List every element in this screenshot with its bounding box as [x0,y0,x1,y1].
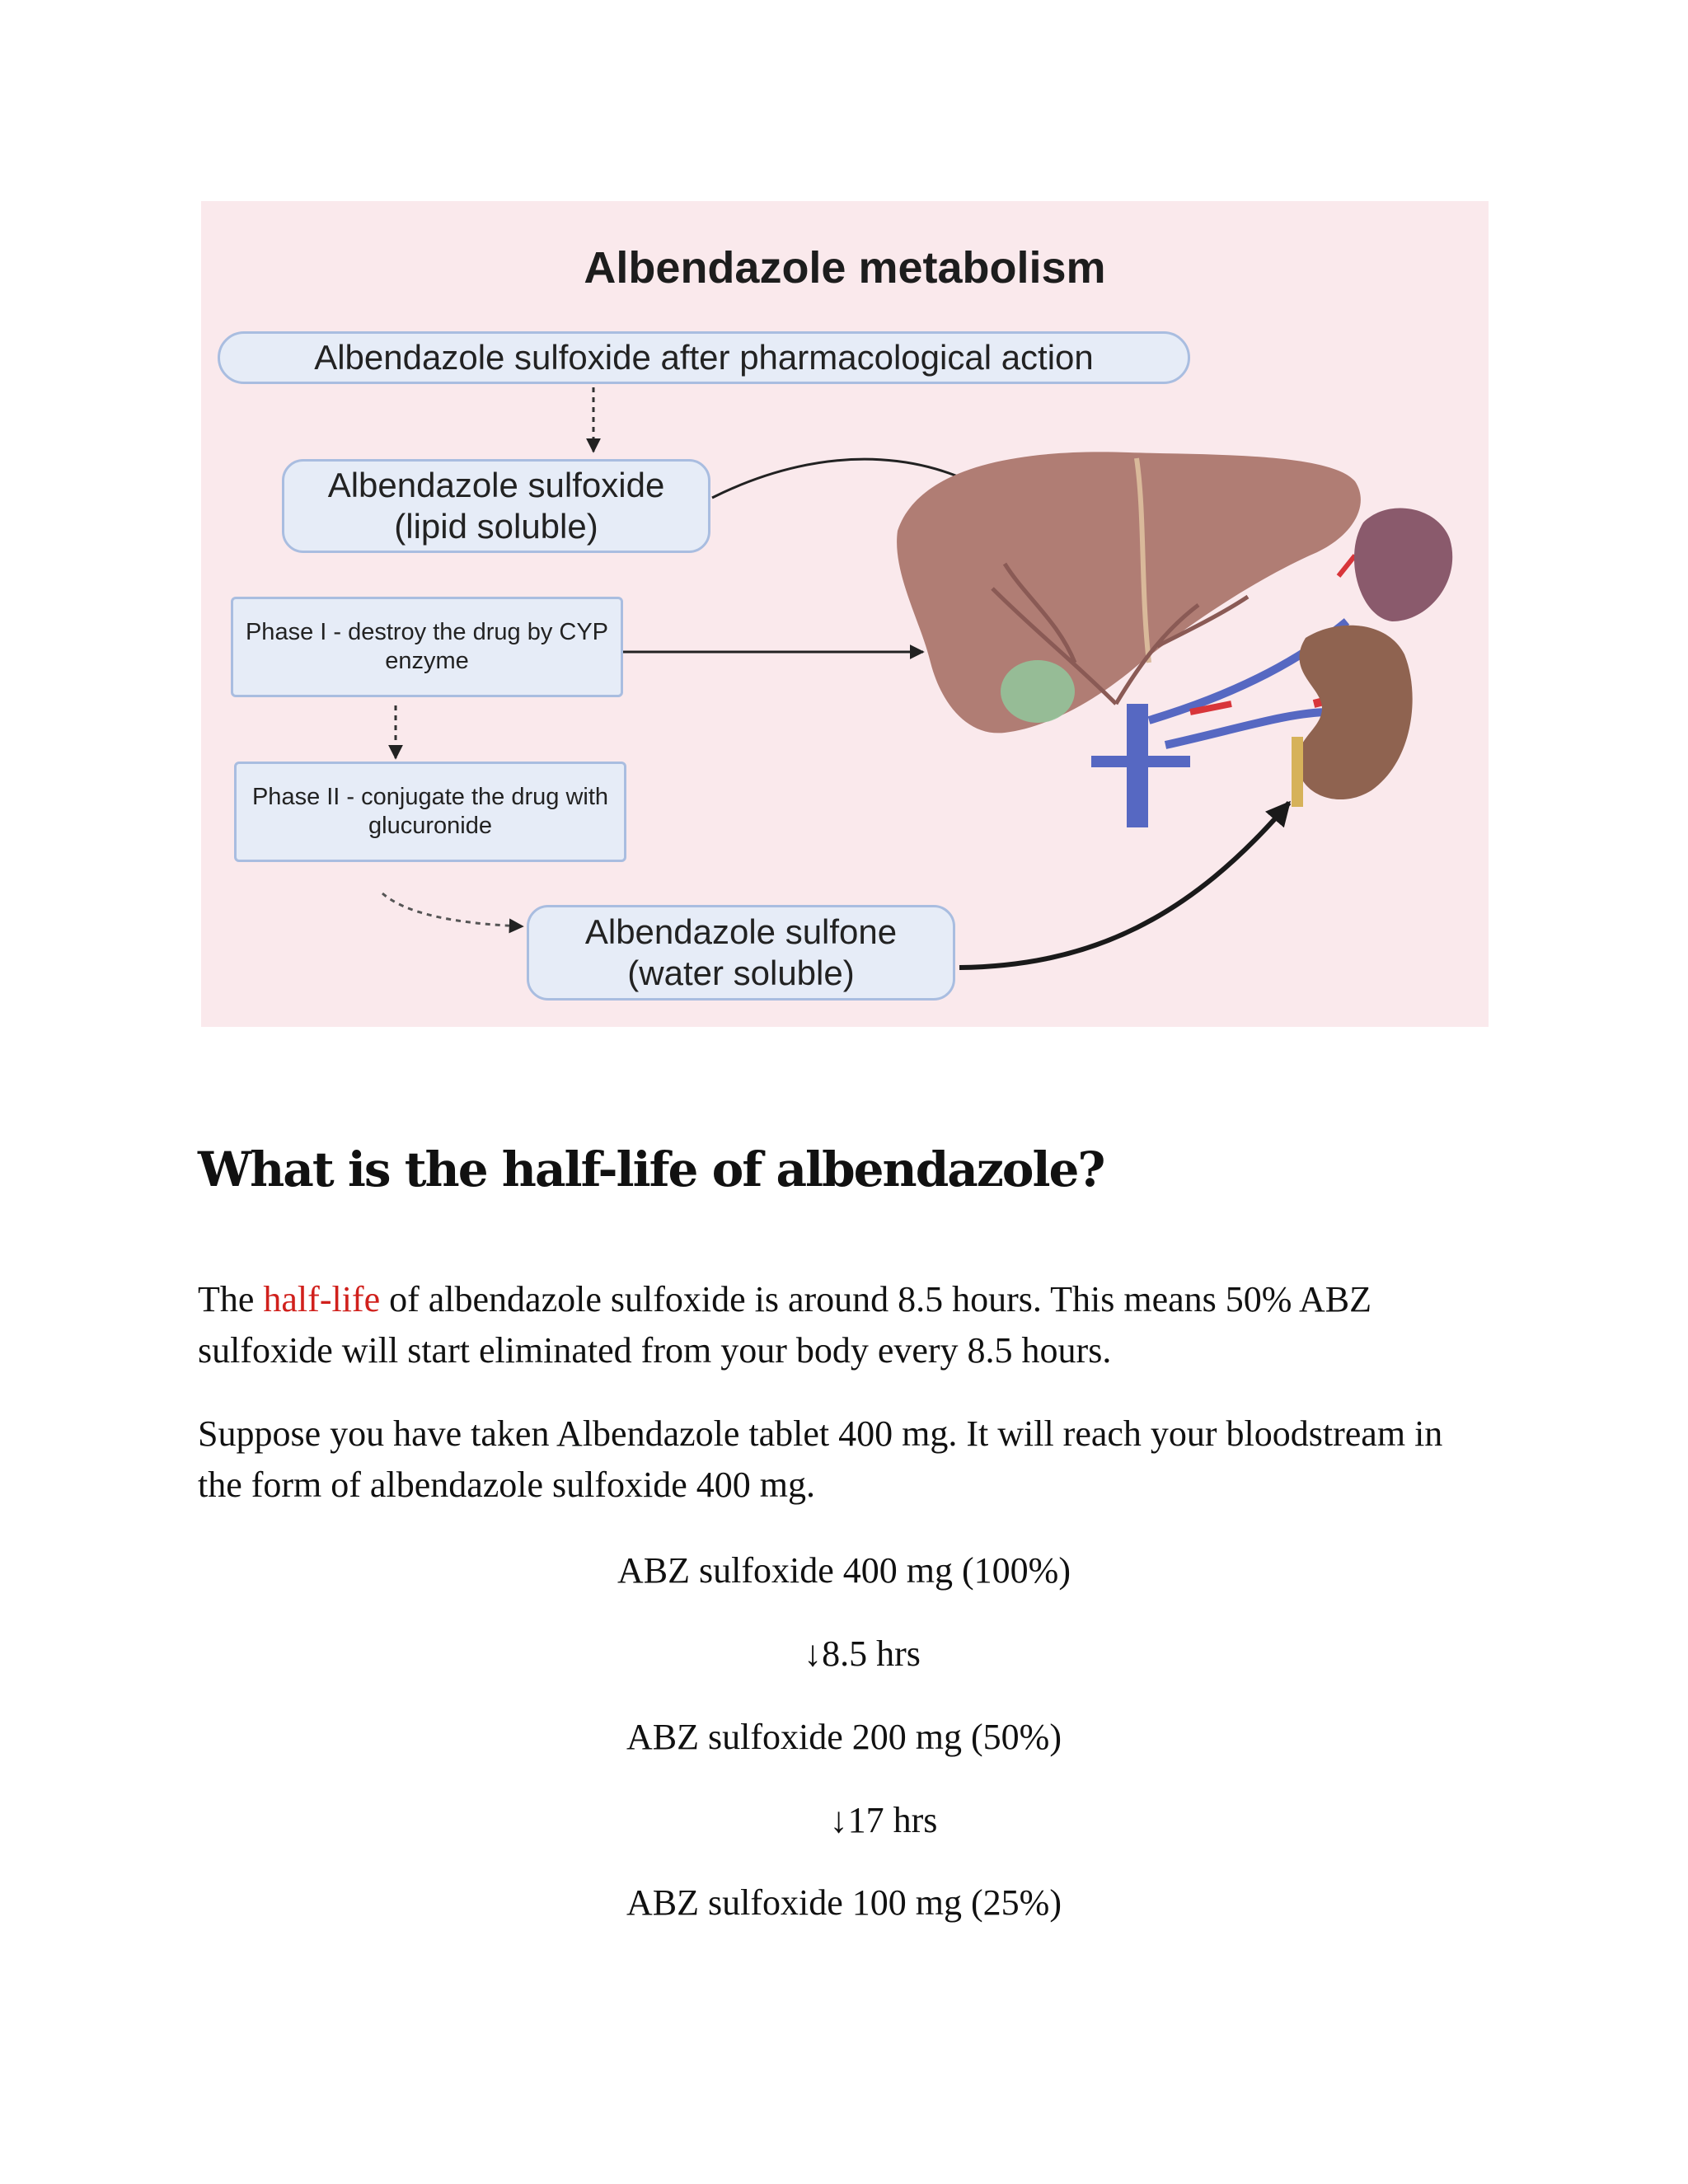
calc-arrow-17-hrs: ↓17 hrs [829,1800,938,1840]
section-heading: What is the half-life of albendazole? [198,1141,1104,1197]
adrenal-gland-illustration [1354,509,1452,621]
arrow-to-kidney [959,803,1289,968]
p1-text-before: The [198,1279,264,1319]
calc-step-200mg: ABZ sulfoxide 200 mg (50%) [626,1717,1062,1757]
box-phase-1: Phase I - destroy the drug by CYP enzyme [231,597,623,697]
figure-title: Albendazole metabolism [584,243,1106,293]
box-sulfone-name: Albendazole sulfone [584,912,898,951]
calc-step-100mg: ABZ sulfoxide 100 mg (25%) [626,1882,1062,1923]
paragraph-half-life [198,1274,1492,1376]
box-sulfoxide-lipid [282,459,710,553]
box-sulfoxide-solubility: (lipid soluble) [394,507,598,546]
box-phase-2: Phase II - conjugate the drug with glucuronide [234,762,626,862]
box-sulfoxide-after-action: Albendazole sulfoxide after pharmacological action [218,331,1190,384]
calc-step-400mg: ABZ sulfoxide 400 mg (100%) [617,1550,1071,1591]
dotted-arrow-sulfone [382,893,523,926]
box-sulfoxide-name: Albendazole sulfoxide [327,465,665,504]
half-life-link[interactable]: half-life [263,1279,381,1319]
p1-text-after: of albendazole sulfoxide is around 8.5 hours. This means 50% ABZ sulfoxide will start eliminated from your body every 8.5 hours. [198,1279,1372,1371]
box-sulfone-solubility: (water soluble) [627,954,855,992]
calc-arrow-8-5-hrs: ↓8.5 hrs [804,1633,921,1674]
metabolism-figure [201,201,1489,1027]
box-sulfone-water [527,905,955,1001]
paragraph-example: Suppose you have taken Albendazole tablet 400 mg. It will reach your bloodstream in the form of albendazole sulfoxide 400 mg. [198,1413,1443,1505]
liver-illustration [897,452,1361,733]
